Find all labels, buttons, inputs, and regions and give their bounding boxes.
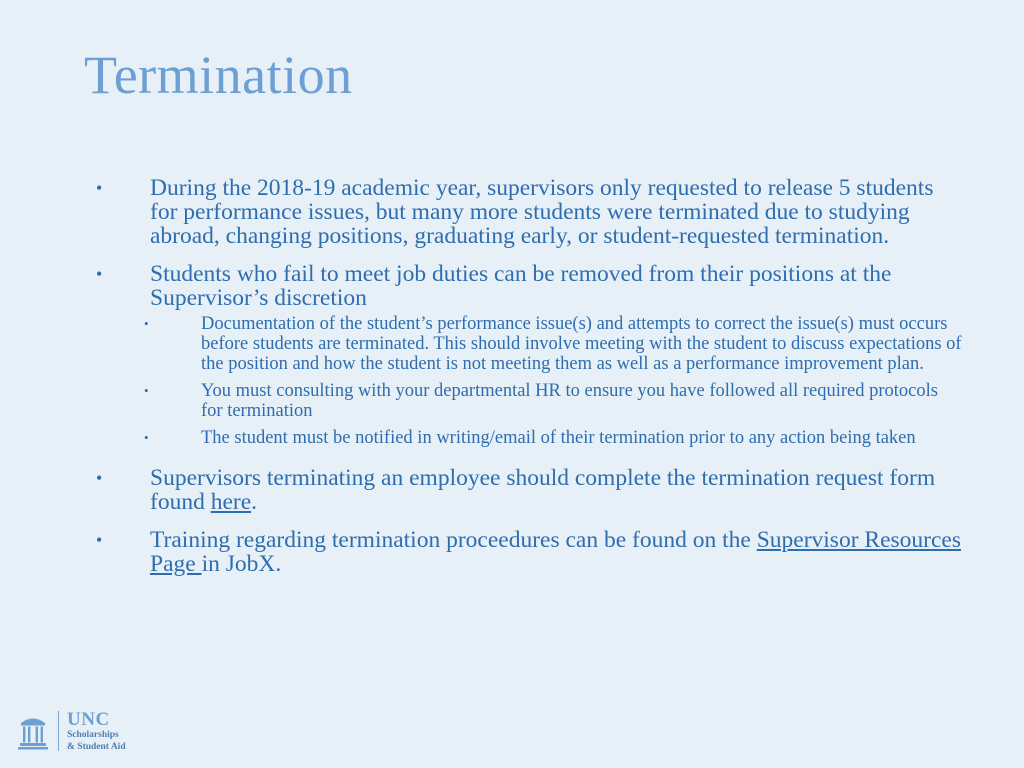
bullet-dot: • xyxy=(144,383,149,398)
logo-line-1: Scholarships xyxy=(67,730,119,740)
bullet-text: Training regarding termination proceedures can be found on the Supervisor Resources Page in JobX. xyxy=(150,527,961,577)
slide-title: Termination xyxy=(84,45,353,105)
sub-bullet-text: You must consulting with your departmental HR to ensure you have followed all required protocols for termination xyxy=(201,381,938,421)
bullet-dot: • xyxy=(144,430,149,445)
bullet-item xyxy=(0,528,1024,576)
bullet-dot: • xyxy=(96,530,103,550)
logo-unc-text: UNC xyxy=(67,709,110,730)
sub-bullet-item xyxy=(0,428,1024,448)
old-well-icon xyxy=(18,712,48,750)
content-body xyxy=(0,176,1024,590)
logo-divider xyxy=(58,711,59,751)
bullet-item xyxy=(0,466,1024,514)
bullet-text: During the 2018-19 academic year, supervisors only requested to release 5 students for performance issues, but many more students were terminated due to studying abroad, changing positions, graduating early, or student-requested termination. xyxy=(150,175,934,249)
form-link[interactable]: here xyxy=(210,489,252,515)
sub-bullet-list xyxy=(0,314,1024,448)
sub-bullet-text: The student must be notified in writing/email of their termination prior to any action being taken xyxy=(201,428,916,448)
supervisor-resources-link[interactable]: Supervisor Resources Page xyxy=(150,527,961,577)
bullet-dot: • xyxy=(96,178,103,198)
bullet-dot: • xyxy=(144,316,149,331)
logo-wordmark xyxy=(67,710,126,752)
bullet-dot: • xyxy=(96,468,103,488)
bullet-text: Students who fail to meet job duties can be removed from their positions at the Supervisor’s discretion xyxy=(150,261,892,311)
unc-logo xyxy=(18,710,126,752)
bullet-item xyxy=(0,262,1024,310)
bullet-text: Supervisors terminating an employee should complete the termination request form found here. xyxy=(150,465,936,515)
sub-bullet-item xyxy=(0,381,1024,421)
logo-line-2: & Student Aid xyxy=(67,741,126,752)
bullet-dot: • xyxy=(96,264,103,284)
sub-bullet-item xyxy=(0,314,1024,374)
sub-bullet-text: Documentation of the student’s performance issue(s) and attempts to correct the issue(s) must occurs before students are terminated. This should involve meeting with the student to discuss expectations of the position and how the student is not meeting them as well as a performance improvement plan. xyxy=(201,314,962,374)
bullet-item xyxy=(0,176,1024,248)
